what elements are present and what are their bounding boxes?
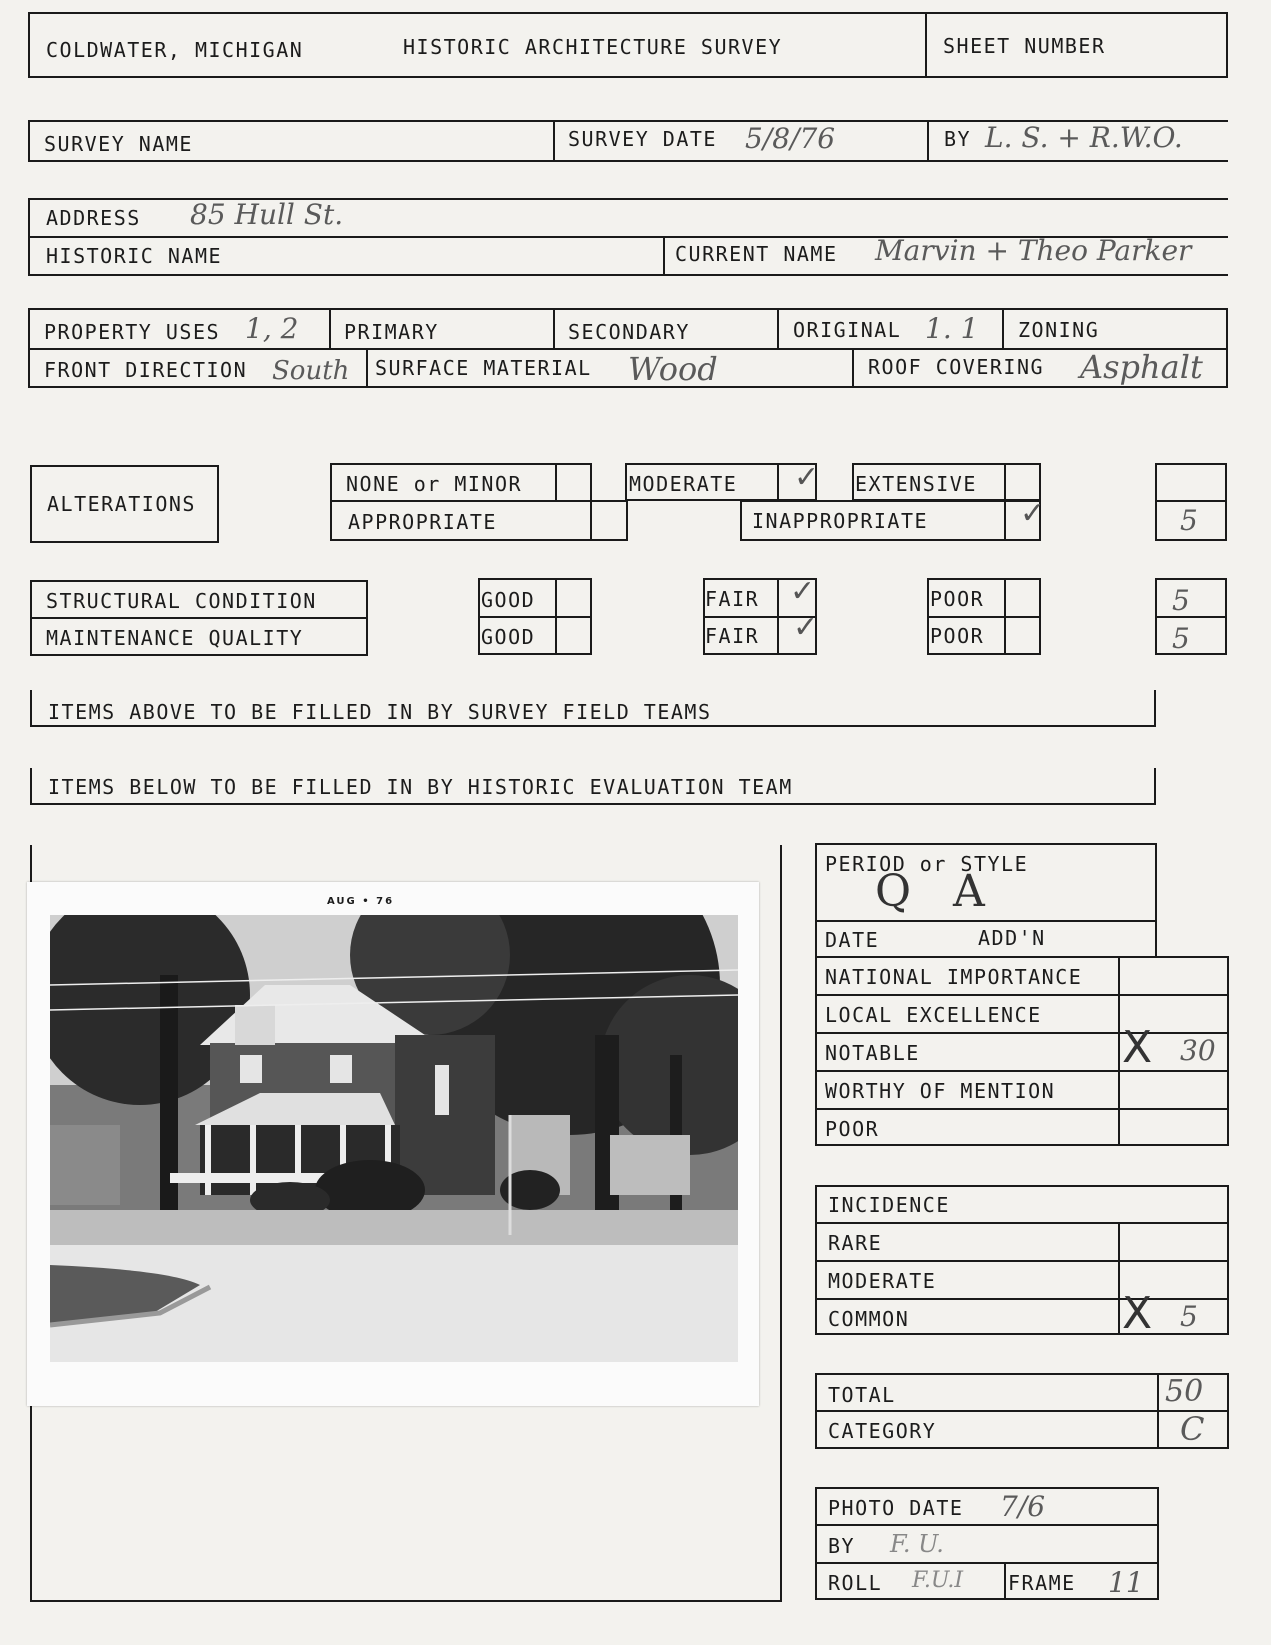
note-below: ITEMS BELOW TO BE FILLED IN BY HISTORIC EVALUATION TEAM	[48, 775, 793, 799]
surface-material-label: SURFACE MATERIAL	[375, 356, 592, 380]
alterations-score: 5	[1180, 504, 1198, 537]
form-title: HISTORIC ARCHITECTURE SURVEY	[403, 35, 783, 59]
moderate-check-divider	[777, 463, 779, 501]
secondary-label: SECONDARY	[568, 320, 690, 344]
alterations-none-check-divider	[555, 463, 557, 501]
extensive-check-divider	[1004, 463, 1006, 501]
survey-date-value: 5/8/76	[745, 122, 836, 155]
photo-date-value: 7/6	[1000, 1490, 1046, 1523]
primary-label: PRIMARY	[344, 320, 439, 344]
frame-value: 11	[1108, 1566, 1144, 1599]
photo-stamp: AUG • 76	[327, 896, 395, 907]
original-value: 1. 1	[925, 312, 979, 345]
front-direction-label: FRONT DIRECTION	[44, 358, 248, 382]
date-label: DATE	[825, 928, 880, 952]
survey-by-label: BY	[944, 127, 972, 151]
maintenance-score: 5	[1172, 622, 1190, 655]
address-label: ADDRESS	[46, 206, 141, 230]
property-uses-label: PROPERTY USES	[44, 320, 221, 344]
rare-label: RARE	[828, 1231, 883, 1255]
structural-fair-check: ✓	[790, 574, 816, 609]
importance-row-4	[815, 1108, 1229, 1110]
moderate-incidence-label: MODERATE	[828, 1269, 937, 1293]
house-image	[50, 915, 738, 1362]
national-importance-label: NATIONAL IMPORTANCE	[825, 965, 1083, 989]
importance-row-3	[815, 1070, 1229, 1072]
worthy-of-mention-label: WORTHY OF MENTION	[825, 1079, 1056, 1103]
inappropriate-label: INAPPROPRIATE	[752, 509, 929, 533]
alterations-score-divider	[1155, 500, 1227, 502]
condition-score-divider	[1155, 616, 1227, 618]
maintenance-good-label: GOOD	[481, 625, 536, 649]
structural-good-label: GOOD	[481, 588, 536, 612]
photo-by-value: F. U.	[890, 1530, 944, 1558]
moderate-check: ✓	[794, 460, 820, 495]
period-style-value: Q A	[875, 866, 999, 917]
importance-row-2	[815, 1032, 1229, 1034]
address-value: 85 Hull St.	[190, 198, 344, 231]
good-divider-v	[555, 578, 557, 655]
maintenance-quality-label: MAINTENANCE QUALITY	[46, 626, 304, 650]
category-label: CATEGORY	[828, 1419, 937, 1443]
survey-divider-1	[553, 120, 555, 160]
good-divider-h	[478, 616, 592, 618]
photo-by-label: BY	[828, 1534, 856, 1558]
survey-name-label: SURVEY NAME	[44, 132, 193, 156]
total-divider-v	[1157, 1373, 1159, 1449]
property-divider-4	[1002, 308, 1004, 348]
structural-fair-label: FAIR	[705, 587, 760, 611]
property-divider-3	[777, 308, 779, 348]
photo-info-row-2	[815, 1562, 1159, 1564]
alterations-grid-mid	[330, 500, 628, 502]
frame-label: FRAME	[1008, 1571, 1076, 1595]
alterations-label: ALTERATIONS	[47, 492, 196, 516]
property-divider-5	[366, 348, 368, 388]
total-divider-h	[815, 1410, 1229, 1412]
address-divider-v	[663, 236, 665, 276]
original-label: ORIGINAL	[793, 318, 902, 342]
roof-covering-value: Asphalt	[1080, 348, 1203, 386]
property-divider-6	[852, 348, 854, 388]
period-style-label: PERIOD or STYLE	[825, 852, 1029, 876]
importance-row-1	[815, 994, 1229, 996]
incidence-label: INCIDENCE	[828, 1193, 950, 1217]
incidence-divider-v	[1118, 1222, 1120, 1335]
inappropriate-check-divider	[1004, 500, 1006, 541]
total-label: TOTAL	[828, 1383, 896, 1407]
survey-date-label: SURVEY DATE	[568, 127, 717, 151]
notable-label: NOTABLE	[825, 1041, 920, 1065]
inappropriate-check: ✓	[1020, 496, 1046, 531]
poor-divider-v	[1004, 578, 1006, 655]
zoning-label: ZONING	[1018, 318, 1100, 342]
roll-value: F.U.I	[912, 1568, 964, 1593]
surface-material-value: Wood	[628, 350, 718, 388]
photo-info-divider-v	[1004, 1562, 1006, 1600]
common-label: COMMON	[828, 1307, 910, 1331]
addn-label: ADD'N	[978, 926, 1046, 950]
category-value: C	[1180, 1410, 1205, 1448]
appropriate-label: APPROPRIATE	[348, 510, 497, 534]
roll-label: ROLL	[828, 1571, 883, 1595]
poor-label: POOR	[825, 1117, 880, 1141]
incidence-row-2	[815, 1260, 1229, 1262]
common-score: 5	[1180, 1300, 1198, 1333]
extensive-label: EXTENSIVE	[855, 472, 977, 496]
note-above: ITEMS ABOVE TO BE FILLED IN BY SURVEY FIELD TEAMS	[48, 700, 712, 724]
current-name-label: CURRENT NAME	[675, 242, 838, 266]
historic-name-label: HISTORIC NAME	[46, 244, 223, 268]
none-minor-label: NONE or MINOR	[346, 472, 523, 496]
front-direction-value: South	[272, 356, 350, 386]
fair-divider-v	[777, 578, 779, 655]
current-name-value: Marvin + Theo Parker	[875, 234, 1192, 267]
header-divider	[925, 12, 927, 78]
poor-divider-h	[927, 616, 1041, 618]
condition-label-divider	[30, 617, 368, 619]
maintenance-fair-label: FAIR	[705, 624, 760, 648]
incidence-row-3	[815, 1298, 1229, 1300]
survey-divider-2	[927, 120, 929, 160]
notable-mark: X	[1122, 1022, 1153, 1073]
property-divider-2	[553, 308, 555, 348]
notable-score: 30	[1180, 1034, 1216, 1067]
structural-condition-label: STRUCTURAL CONDITION	[46, 589, 317, 613]
structural-score: 5	[1172, 584, 1190, 617]
city-label: COLDWATER, MICHIGAN	[46, 38, 304, 62]
roof-covering-label: ROOF COVERING	[868, 355, 1045, 379]
maintenance-fair-check: ✓	[793, 610, 819, 645]
appropriate-check-box	[590, 500, 628, 541]
property-uses-value: 1, 2	[245, 312, 299, 345]
maintenance-poor-label: POOR	[930, 624, 985, 648]
moderate-label: MODERATE	[629, 472, 738, 496]
incidence-row-1	[815, 1222, 1229, 1224]
property-divider-1	[329, 308, 331, 348]
local-excellence-label: LOCAL EXCELLENCE	[825, 1003, 1042, 1027]
photo-date-label: PHOTO DATE	[828, 1496, 964, 1520]
survey-by-value: L. S. + R.W.O.	[985, 121, 1183, 154]
photo-info-row-1	[815, 1524, 1159, 1526]
importance-divider-v	[1118, 956, 1120, 1146]
common-mark: X	[1122, 1288, 1153, 1339]
structural-poor-label: POOR	[930, 587, 985, 611]
period-divider	[815, 920, 1157, 922]
total-value: 50	[1165, 1374, 1204, 1409]
sheet-number-label: SHEET NUMBER	[943, 34, 1106, 58]
house-photograph	[27, 882, 759, 1406]
